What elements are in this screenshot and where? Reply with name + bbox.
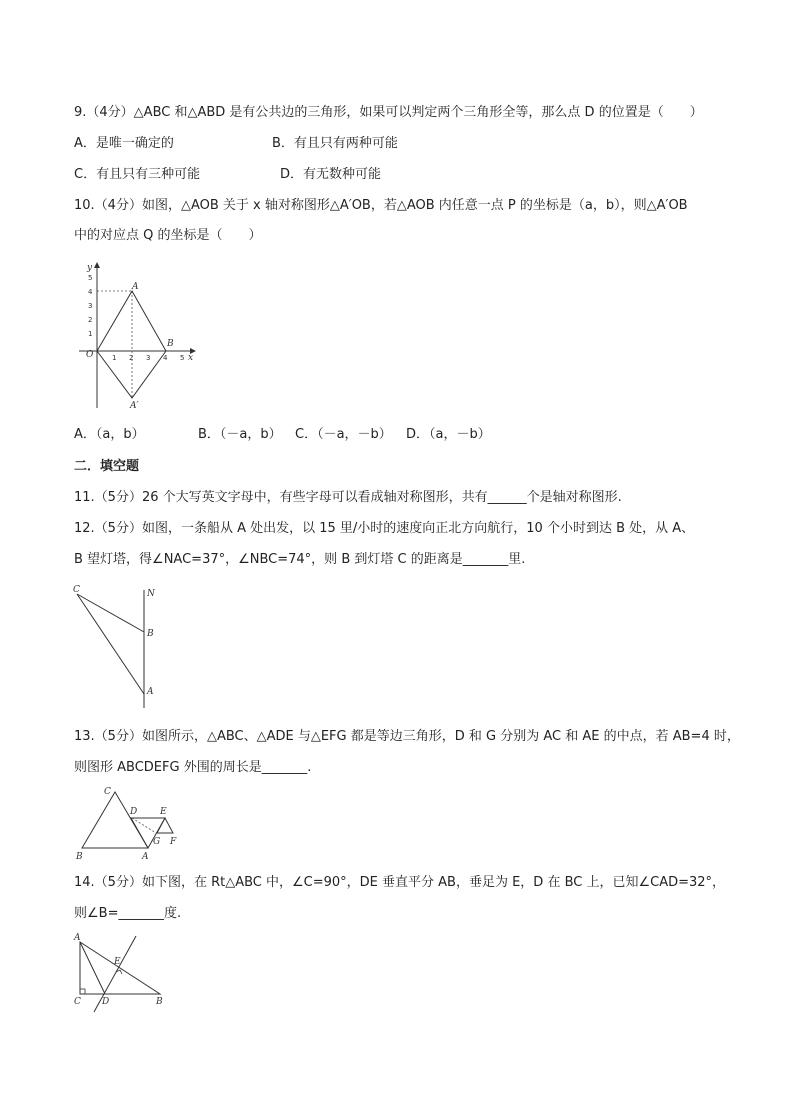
y-tick-4: 4 <box>88 288 93 296</box>
q9-stem: 9.（4分）△ABC 和△ABD 是有公共边的三角形，如果可以判定两个三角形全等，那么点 D 的位置是（ ） <box>74 105 703 120</box>
q13-stem-line2: 则图形 ABCDEFG 外围的周长是_______. <box>74 760 312 775</box>
x-tick-4: 4 <box>163 354 168 362</box>
point-b-label: B <box>76 852 83 862</box>
point-b-label: B <box>147 629 154 639</box>
line-ac <box>77 594 144 694</box>
point-c-label: C <box>73 585 80 595</box>
y-tick-3: 3 <box>88 302 93 310</box>
point-a-label: A <box>147 687 154 697</box>
point-a-label: A <box>74 933 81 943</box>
x-axis-label: x <box>188 353 194 363</box>
q13-stem-line1: 13.（5分）如图所示，△ABC、△ADE 与△EFG 都是等边三角形，D 和 G 分别为 AC 和 AE 的中点，若 AB=4 时， <box>74 729 740 744</box>
y-tick-2: 2 <box>88 316 93 324</box>
q9-option-c: C．有且只有三种可能 <box>74 167 201 182</box>
q10-coordinate-figure <box>74 258 204 418</box>
point-a-prime-label: A′ <box>130 401 139 411</box>
line-bc <box>77 594 144 632</box>
q14-right-triangle-figure <box>70 930 180 1014</box>
q10-option-d: D．（a，－b） <box>406 427 491 442</box>
y-tick-5: 5 <box>88 274 93 282</box>
q9-option-d: D．有无数种可能 <box>280 167 382 182</box>
point-g-label: G <box>153 837 161 847</box>
right-angle-mark-c <box>80 989 85 994</box>
q14-stem-line1: 14.（5分）如下图，在 Rt△ABC 中，∠C=90°，DE 垂直平分 AB，垂足为 E，D 在 BC 上，已知∠CAD=32°， <box>74 875 726 890</box>
q11-stem: 11.（5分）26 个大写英文字母中，有些字母可以看成轴对称图形，共有______个是轴对称图形. <box>74 490 622 505</box>
q14-stem-line2: 则∠B=_______度. <box>74 906 182 921</box>
q10-stem-line1: 10.（4分）如图，△AOB 关于 x 轴对称图形△A′OB，若△AOB 内任意一点 P 的坐标是（a，b），则△A′OB <box>74 198 688 213</box>
q13-triangles-figure <box>72 784 192 862</box>
point-e-label: E <box>114 957 121 967</box>
triangle-aob <box>97 291 166 351</box>
point-n-label: N <box>147 589 155 599</box>
triangle-efg <box>157 818 173 833</box>
q10-option-c: C．（－a，－b） <box>295 427 392 442</box>
point-c-label: C <box>74 997 81 1007</box>
point-b-label: B <box>167 339 174 349</box>
x-tick-2: 2 <box>129 354 134 362</box>
q12-lighthouse-figure <box>68 582 168 712</box>
point-f-label: F <box>170 837 177 847</box>
point-a-label: A <box>142 852 149 862</box>
q9-option-a: A．是唯一确定的 <box>74 136 174 151</box>
y-axis-label: y <box>87 263 93 273</box>
q10-option-b: B．（－a，b） <box>198 427 282 442</box>
y-tick-1: 1 <box>88 330 93 338</box>
section-heading: 二．填空题 <box>74 459 140 474</box>
point-e-label: E <box>160 807 167 817</box>
q12-stem-line1: 12.（5分）如图，一条船从 A 处出发，以 15 里/小时的速度向正北方向航行，10 个小时到达 B 处，从 A、 <box>74 521 695 536</box>
x-tick-1: 1 <box>112 354 117 362</box>
q9-option-b: B．有且只有两种可能 <box>272 136 398 151</box>
x-tick-3: 3 <box>146 354 151 362</box>
q10-option-a: A．（a，b） <box>74 427 145 442</box>
point-c-label: C <box>104 787 111 797</box>
point-a-label: A <box>132 282 139 292</box>
point-d-label: D <box>130 807 138 817</box>
origin-label: O <box>86 350 94 360</box>
point-d-label: D <box>102 997 110 1007</box>
q12-stem-line2: B 望灯塔，得∠NAC=37°，∠NBC=74°，则 B 到灯塔 C 的距离是_______里. <box>74 552 526 567</box>
triangle-abc <box>82 792 148 848</box>
point-b-label: B <box>156 997 163 1007</box>
x-tick-5: 5 <box>180 354 185 362</box>
y-axis-arrow-icon <box>94 262 100 268</box>
q10-stem-line2: 中的对应点 Q 的坐标是（ ） <box>74 228 262 243</box>
